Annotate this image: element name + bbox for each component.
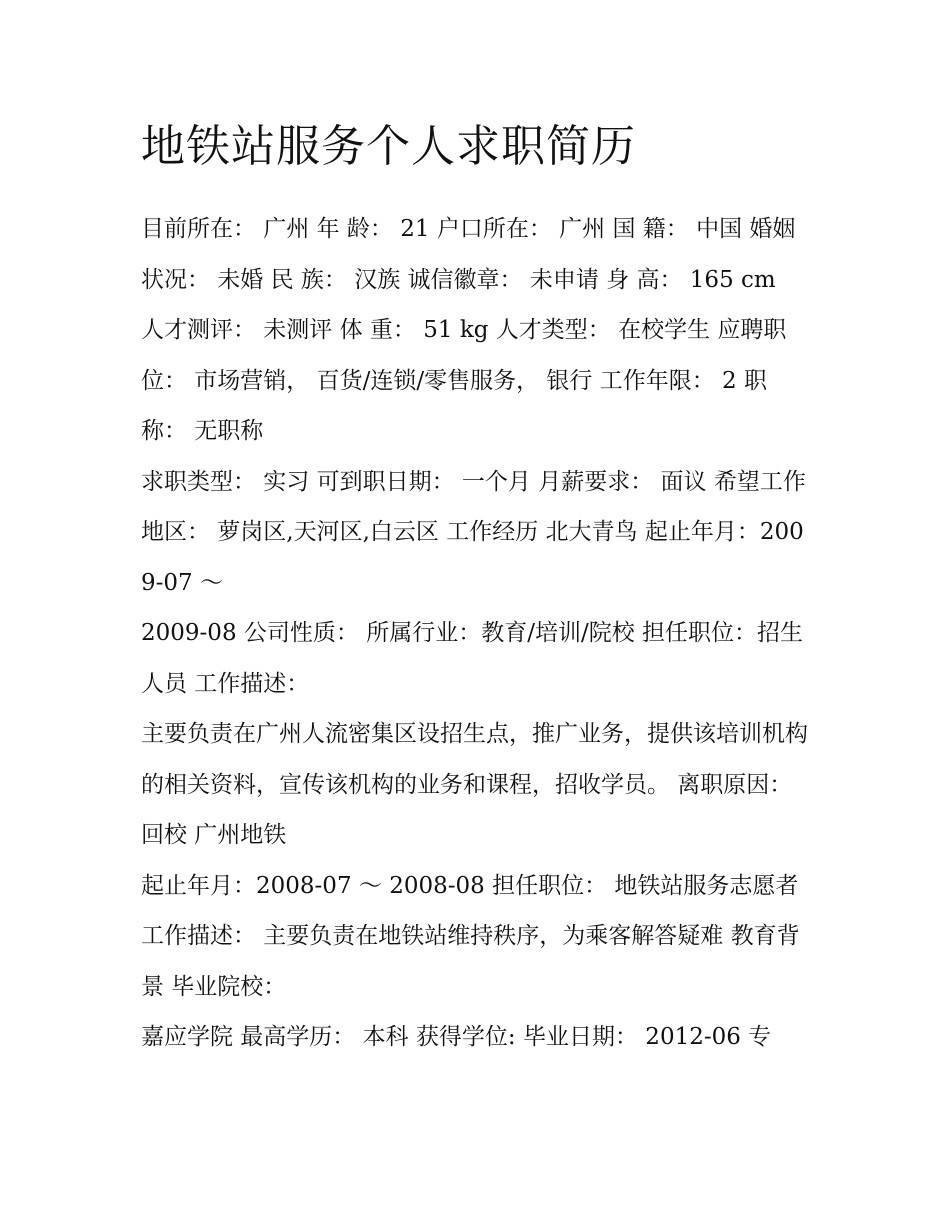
paragraph-work-experience-1: 2009-08 公司性质： 所属行业：教育/培训/院校 担任职位：招生人员 工作描述： <box>141 620 804 697</box>
paragraph-education: 嘉应学院 最高学历： 本科 获得学位: 毕业日期： 2012-06 专 <box>141 1024 772 1050</box>
document-page <box>141 112 813 1063</box>
document-title: 地铁站服务个人求职简历 <box>141 121 636 172</box>
paragraph-personal-info: 目前所在： 广州 年 龄： 21 户口所在： 广州 国 籍： 中国 婚姻状况： 未婚 民 族： 汉族 诚信徽章： 未申请 身 高： 165 cm <box>141 216 796 293</box>
paragraph-work-experience-2: 起止年月：2008-07 ～ 2008-08 担任职位： 地铁站服务志愿者 工作描述： 主要负责在地铁站维持秩序，为乘客解答疑难 教育背景 毕业院校： <box>141 872 800 1000</box>
paragraph-job-preferences: 求职类型： 实习 可到职日期： 一个月 月薪要求： 面议 希望工作地区： 萝岗区,天河区,白云区 工作经历 北大青鸟 起止年月：2009-07 ～ <box>141 468 806 596</box>
paragraph-job-description-1: 主要负责在广州人流密集区设招生点，推广业务，提供该培训机构的相关资料，宣传该机构的业务和课程，招收学员。 离职原因： 回校 广州地铁 <box>141 721 808 848</box>
paragraph-assessment-position: 人才测评： 未测评 体 重： 51 kg 人才类型： 在校学生 应聘职位： 市场营销， 百货/连锁/零售服务， 银行 工作年限： 2 职 称： 无职称 <box>141 317 787 444</box>
